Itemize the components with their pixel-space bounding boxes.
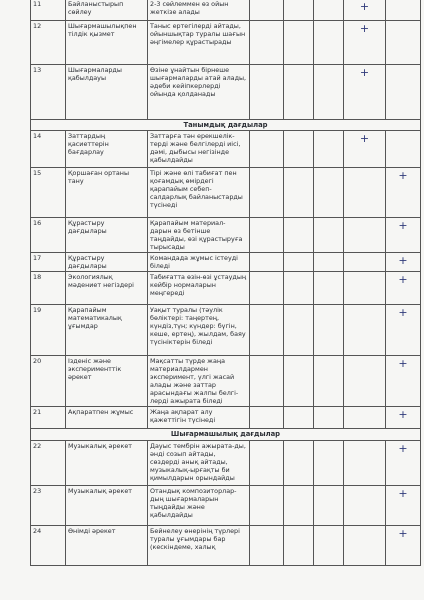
level-cell <box>250 21 284 65</box>
row-number: 17 <box>31 253 66 272</box>
level-cell <box>284 356 314 407</box>
check-mark: + <box>386 356 421 407</box>
skill-name: Қарапайым математикалық ұғымдар <box>66 305 148 356</box>
level-cell <box>386 65 421 120</box>
check-mark: + <box>386 525 421 565</box>
level-cell <box>344 525 386 565</box>
table-row <box>31 65 421 120</box>
assessment-table <box>30 0 421 566</box>
level-cell <box>284 253 314 272</box>
level-cell <box>250 272 284 305</box>
check-mark: + <box>386 485 421 525</box>
check-mark: + <box>344 0 386 21</box>
level-cell <box>314 305 344 356</box>
level-cell <box>344 356 386 407</box>
row-number: 12 <box>31 21 66 65</box>
level-cell <box>284 0 314 21</box>
level-cell <box>314 440 344 485</box>
skill-description: Мақсатты түрде жаңа материалдармен эксперимент, үлгі жасай алады және заттар арасындағы жалпы белгі-лерді ажырата біледі <box>148 356 250 407</box>
level-cell <box>314 131 344 168</box>
skill-name: Байланыстырып сөйлеу <box>66 0 148 21</box>
skill-name: Қоршаған ортаны тану <box>66 168 148 218</box>
skill-name: Өнімді әрекет <box>66 525 148 565</box>
level-cell <box>250 131 284 168</box>
check-mark: + <box>386 168 421 218</box>
table-row <box>31 407 421 429</box>
skill-name: Музыкалық әрекет <box>66 485 148 525</box>
table-row <box>31 131 421 168</box>
level-cell <box>250 356 284 407</box>
skill-name: Экологиялық мәдениет негіздері <box>66 272 148 305</box>
skill-description: Бейнелеу өнерінің түрлері туралы ұғымдары бар (кескіндеме, халық <box>148 525 250 565</box>
level-cell <box>250 440 284 485</box>
row-number: 22 <box>31 440 66 485</box>
section-header-row <box>31 429 421 440</box>
check-mark: + <box>344 131 386 168</box>
level-cell <box>284 440 314 485</box>
skill-name: Шығармашылықпен тілдік қызмет <box>66 21 148 65</box>
level-cell <box>284 168 314 218</box>
level-cell <box>284 525 314 565</box>
row-number: 23 <box>31 485 66 525</box>
level-cell <box>314 407 344 429</box>
level-cell <box>250 407 284 429</box>
level-cell <box>344 440 386 485</box>
table-row <box>31 0 421 21</box>
level-cell <box>314 253 344 272</box>
level-cell <box>250 305 284 356</box>
row-number: 14 <box>31 131 66 168</box>
skill-name: Құрастыру дағдылары <box>66 253 148 272</box>
table-row <box>31 272 421 305</box>
level-cell <box>250 0 284 21</box>
level-cell <box>314 485 344 525</box>
level-cell <box>284 272 314 305</box>
skill-name: Музыкалық әрекет <box>66 440 148 485</box>
skill-name: Заттардың қасиеттерін бағдарлау <box>66 131 148 168</box>
level-cell <box>344 272 386 305</box>
level-cell <box>314 525 344 565</box>
level-cell <box>250 218 284 253</box>
level-cell <box>250 65 284 120</box>
level-cell <box>344 218 386 253</box>
check-mark: + <box>386 407 421 429</box>
check-mark: + <box>386 253 421 272</box>
level-cell <box>284 131 314 168</box>
level-cell <box>344 485 386 525</box>
skill-description: Өзіне ұнайтын бірнеше шығармаларды атай алады, әдеби кейіпкерлерді ойында қолданады <box>148 65 250 120</box>
level-cell <box>386 0 421 21</box>
level-cell <box>314 356 344 407</box>
level-cell <box>344 407 386 429</box>
table-row <box>31 253 421 272</box>
level-cell <box>314 0 344 21</box>
level-cell <box>386 21 421 65</box>
section-title-creative: Шығармашылық дағдылар <box>31 429 421 440</box>
row-number: 11 <box>31 0 66 21</box>
row-number: 19 <box>31 305 66 356</box>
skill-description: Табиғатта өзін-өзі ұстаудың кейбір нормаларын меңгереді <box>148 272 250 305</box>
skill-description: Қарапайым материал-дарын өз бетінше таңдайды, өзі құрастыруға тырысады <box>148 218 250 253</box>
table-row <box>31 440 421 485</box>
table-row <box>31 356 421 407</box>
level-cell <box>250 253 284 272</box>
row-number: 15 <box>31 168 66 218</box>
skill-description: Отандық композиторлар-дың шығармаларын тыңдайды және қабылдайды <box>148 485 250 525</box>
level-cell <box>314 65 344 120</box>
level-cell <box>314 272 344 305</box>
skill-name: Құрастыру дағдылары <box>66 218 148 253</box>
table-row <box>31 168 421 218</box>
level-cell <box>250 525 284 565</box>
level-cell <box>386 131 421 168</box>
level-cell <box>284 218 314 253</box>
table-row <box>31 485 421 525</box>
skill-name: Ізденіс және эксперименттік әрекет <box>66 356 148 407</box>
level-cell <box>344 168 386 218</box>
table-row <box>31 525 421 565</box>
skill-description: Командада жұмыс істеуді біледі <box>148 253 250 272</box>
level-cell <box>284 485 314 525</box>
row-number: 24 <box>31 525 66 565</box>
skill-description: Заттарға тән ерекшелік-терді және белгілерді иісі, дәмі, дыбысы негізінде қабылдайды <box>148 131 250 168</box>
check-mark: + <box>386 440 421 485</box>
section-header-row <box>31 120 421 131</box>
table-row <box>31 305 421 356</box>
level-cell <box>344 305 386 356</box>
level-cell <box>344 253 386 272</box>
section-title-cognitive: Танымдық дағдылар <box>31 120 421 131</box>
level-cell <box>284 21 314 65</box>
skill-name: Ақпаратпен жұмыс <box>66 407 148 429</box>
check-mark: + <box>386 218 421 253</box>
level-cell <box>250 168 284 218</box>
row-number: 20 <box>31 356 66 407</box>
row-number: 18 <box>31 272 66 305</box>
level-cell <box>284 407 314 429</box>
check-mark: + <box>344 21 386 65</box>
skill-description: Таныс ертегілерді айтады, ойыншықтар туралы шағын әңгімелер құрастырады <box>148 21 250 65</box>
level-cell <box>284 305 314 356</box>
skill-description: Тірі және өлі табиғат пен қоғамдық өмірдегі қарапайым себеп-салдарлық байланыстарды түсінеді <box>148 168 250 218</box>
table-row <box>31 21 421 65</box>
row-number: 21 <box>31 407 66 429</box>
level-cell <box>314 21 344 65</box>
level-cell <box>250 485 284 525</box>
check-mark: + <box>344 65 386 120</box>
skill-description: Уақыт туралы (тәулік бөліктері: таңертең, күндіз,түн; күндер: бүгін, кеше, ертең), жылдам, баяу түсініктерін біледі <box>148 305 250 356</box>
skill-description: Жаңа ақпарат алу қажеттігін түсінеді <box>148 407 250 429</box>
skill-description: Дауыс тембрін ажырата-ды, әнді созып айтады, сөздерді анық айтады, музыкалық-ырғақты би қимылдарын орындайды <box>148 440 250 485</box>
level-cell <box>314 168 344 218</box>
skill-name: Шығармаларды қабылдауы <box>66 65 148 120</box>
level-cell <box>314 218 344 253</box>
skill-description: 2-3 сөйлеммен өз ойын жеткізе алады <box>148 0 250 21</box>
table-row <box>31 218 421 253</box>
level-cell <box>284 65 314 120</box>
row-number: 13 <box>31 65 66 120</box>
check-mark: + <box>386 272 421 305</box>
row-number: 16 <box>31 218 66 253</box>
check-mark: + <box>386 305 421 356</box>
